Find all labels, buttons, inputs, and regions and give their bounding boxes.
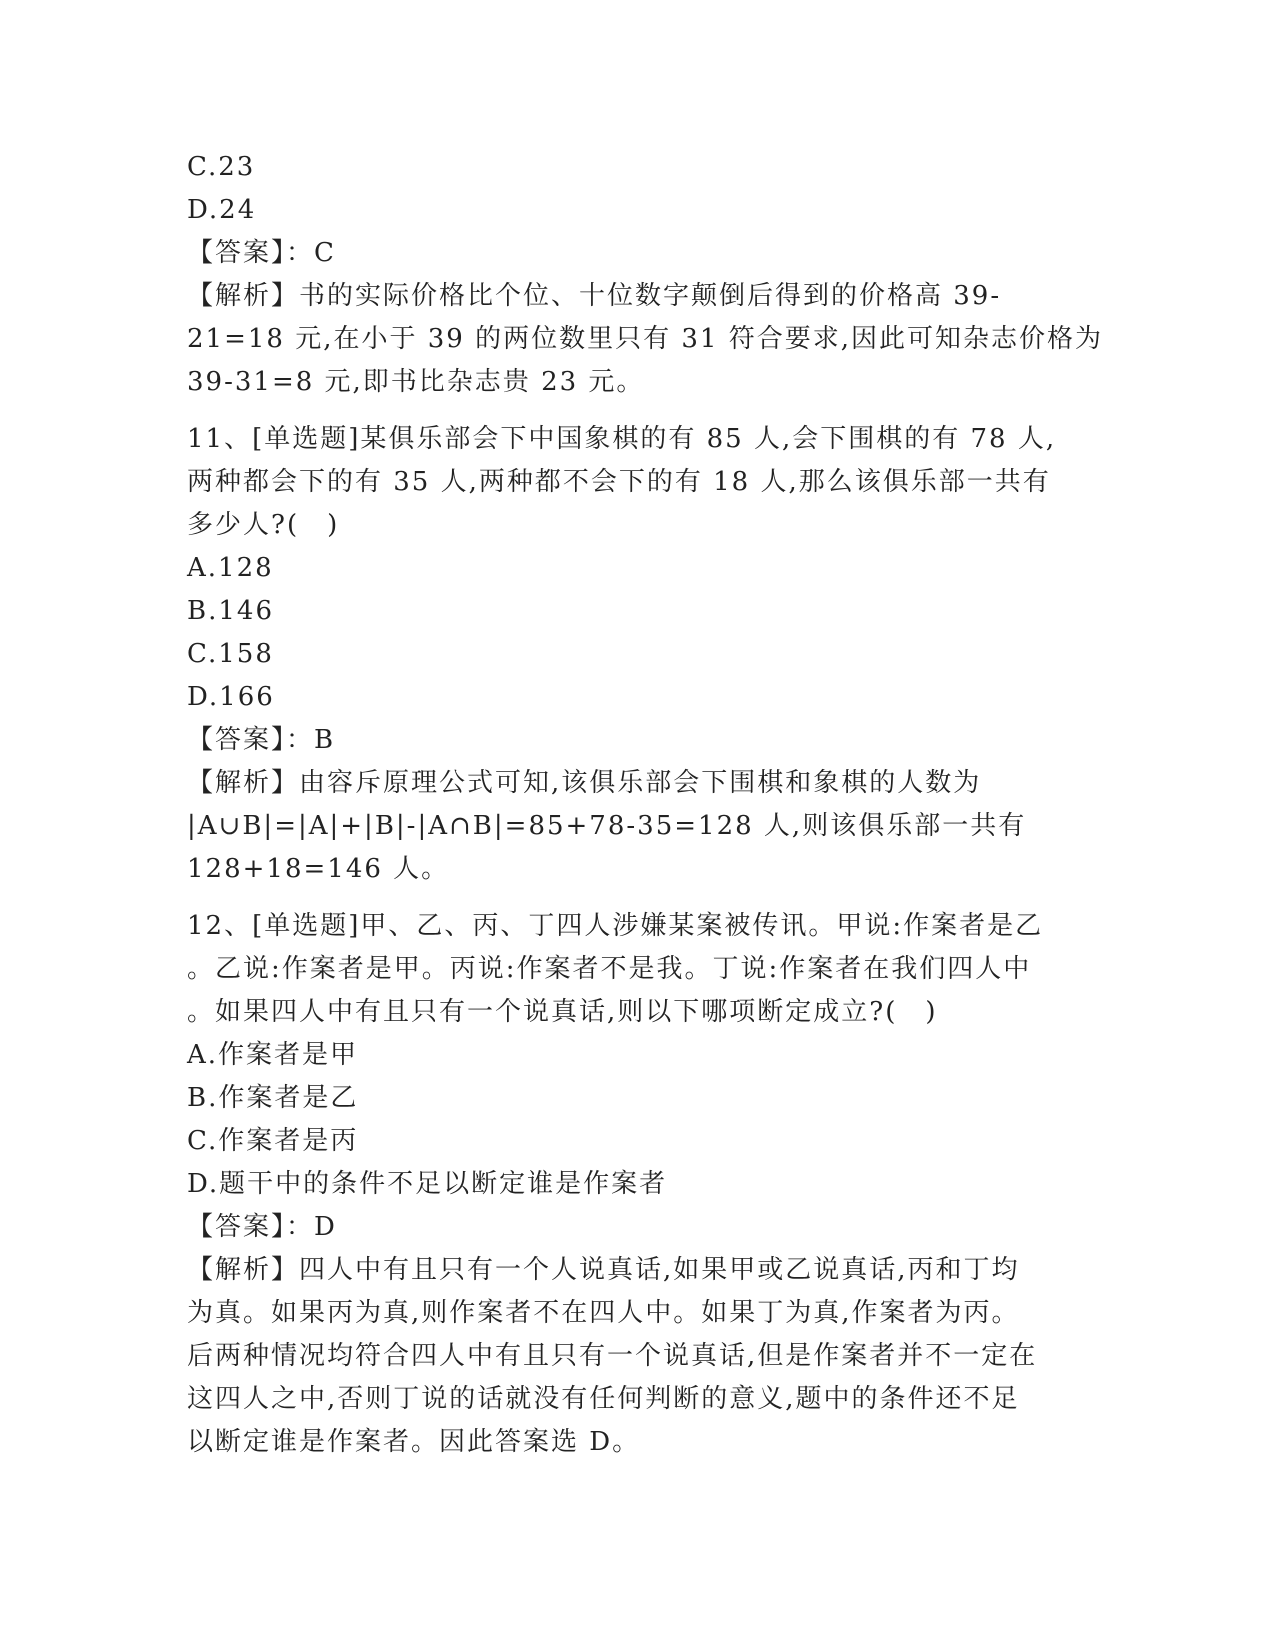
answer-line: 【答案】：B [187,725,336,755]
question-stem-line: 12、[单选题]甲、乙、丙、丁四人涉嫌某案被传讯。甲说:作案者是乙 [187,911,1044,941]
question-stem-line: 。如果四人中有且只有一个说真话,则以下哪项断定成立?( ) [187,997,938,1027]
analysis-line: 128+18=146 人。 [187,854,450,884]
question-stem-line: 11、[单选题]某俱乐部会下中国象棋的有 85 人,会下围棋的有 78 人, [187,424,1057,454]
option-c: C.23 [187,152,256,182]
analysis-line: 【解析】书的实际价格比个位、十位数字颠倒后得到的价格高 39- [187,281,1002,311]
analysis-line: 【解析】四人中有且只有一个人说真话,如果甲或乙说真话,丙和丁均 [187,1255,1020,1285]
option-c: C.158 [187,639,274,669]
option-b: B.作案者是乙 [187,1083,359,1113]
analysis-line: 为真。如果丙为真,则作案者不在四人中。如果丁为真,作案者为丙。 [187,1298,1020,1328]
answer-line: 【答案】：C [187,238,336,268]
question-stem-line: 。乙说:作案者是甲。丙说:作案者不是我。丁说:作案者在我们四人中 [187,954,1032,984]
prev-question-block [187,146,1103,404]
analysis-line: 21=18 元,在小于 39 的两位数里只有 31 符合要求,因此可知杂志价格为 [187,324,1103,354]
question-11-block [187,418,1087,891]
option-c: C.作案者是丙 [187,1126,359,1156]
option-a: A.作案者是甲 [187,1040,359,1070]
spacer [187,404,1087,418]
analysis-line: 【解析】由容斥原理公式可知,该俱乐部会下围棋和象棋的人数为 [187,768,982,798]
question-12-block [187,905,1087,1464]
option-d: D.24 [187,195,257,225]
spacer [187,891,1087,905]
question-stem-line: 多少人?( ) [187,510,340,540]
analysis-line: 后两种情况均符合四人中有且只有一个说真话,但是作案者并不一定在 [187,1341,1038,1371]
question-stem-line: 两种都会下的有 35 人,两种都不会下的有 18 人,那么该俱乐部一共有 [187,467,1051,497]
answer-line: 【答案】：D [187,1212,337,1242]
analysis-line: 以断定谁是作案者。因此答案选 D。 [187,1427,641,1457]
option-d: D.题干中的条件不足以断定谁是作案者 [187,1169,668,1199]
option-a: A.128 [187,553,274,583]
analysis-line: 这四人之中,否则丁说的话就没有任何判断的意义,题中的条件还不足 [187,1384,1020,1414]
document-body [187,146,1103,1464]
option-d: D.166 [187,682,275,712]
analysis-line: 39-31=8 元,即书比杂志贵 23 元。 [187,367,645,397]
analysis-line: |A∪B|=|A|+|B|-|A∩B|=85+78-35=128 人,则该俱乐部一共有 [187,811,1027,841]
option-b: B.146 [187,596,274,626]
